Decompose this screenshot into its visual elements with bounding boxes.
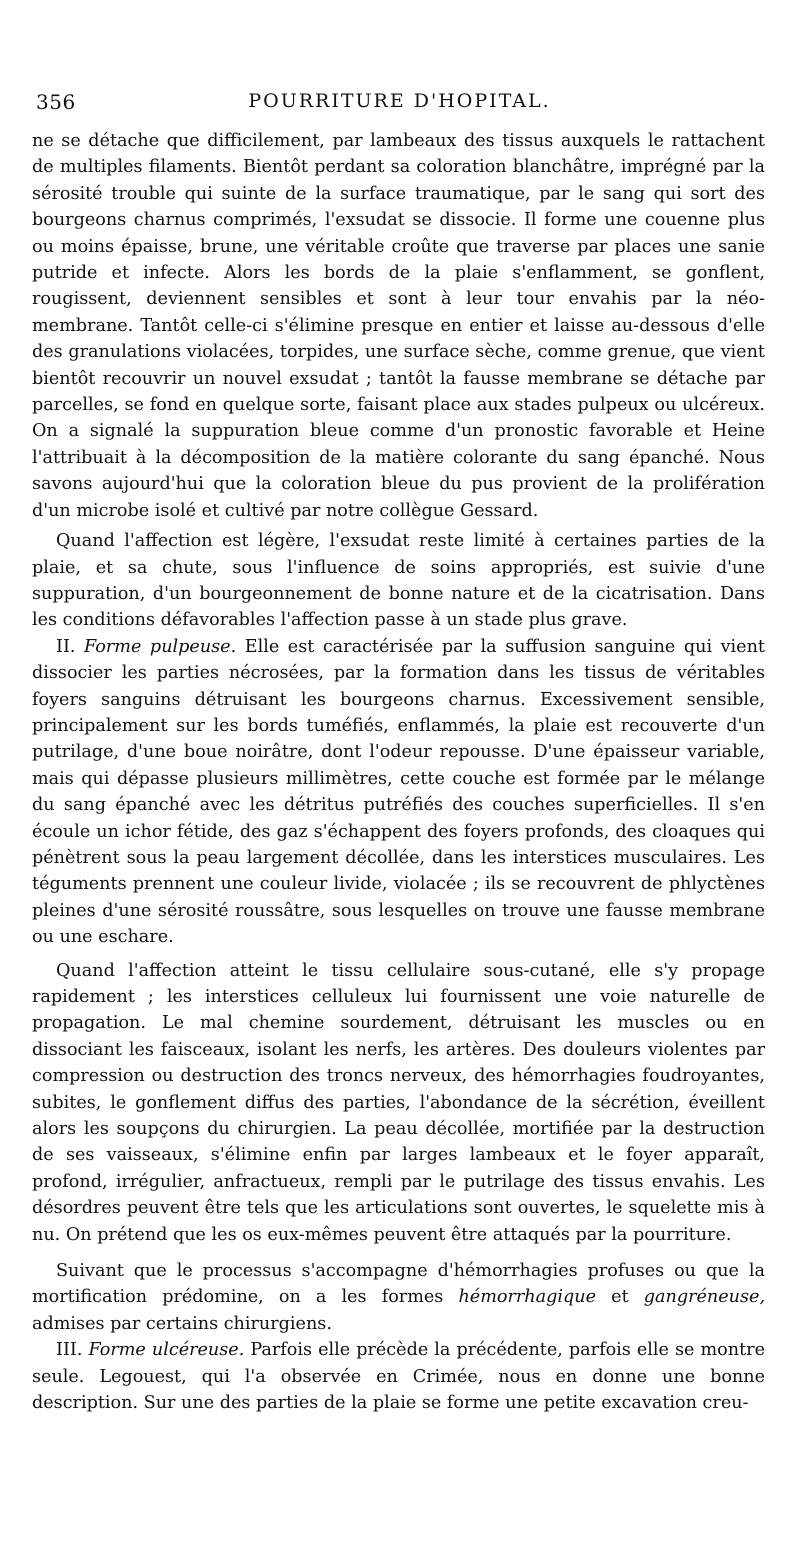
paragraph-text: Elle est caractérisée par la suffusion sanguine qui vient dissocier les parties nécrosées, par la formation dans les tissus de véritables foyers sanguins détruisant les bourgeons charnus. Excessivement sensible, principalement sur les bords tuméfiés, enflammés, la plaie est recouverte d'un putrilage, d'une boue noirâtre, dont l'odeur repousse. D'une épaisseur variable, mais qui dépasse plusieurs millimètres, cette couche est formée par le mélange du sang épanché avec les détritus putréfiés des couches superficielles. Il s'en écoule un ichor fétide, des gaz s'échappent des foyers profonds, des cloaques qui pénètrent sous la peau largement décollée, dans les interstices musculaires. Les téguments prennent une couleur livide, violacée ; ils se recouvrent de phlyctènes pleines d'une sérosité roussâtre, sous lesquelles on trouve une fausse membrane ou une eschare.	[32, 636, 765, 948]
paragraph-forme-pulpeuse	[32, 634, 765, 951]
paragraph-text: ne se détache que difficilement, par lambeaux des tissus auxquels le rattachent de multiples filaments. Bientôt perdant sa coloration blanchâtre, imprégné par la sérosité trouble qui suinte de la surface traumatique, par le sang qui sort des bourgeons charnus comprimés, l'exsudat se dissocie. Il forme une couenne plus ou moins épaisse, brune, une véritable croûte que traverse par places une sanie putride et infecte. Alors les bords de la plaie s'enflamment, se gonflent, rougissent, deviennent sensibles et sont à leur tour envahis par la néo-membrane. Tantôt celle-ci s'élimine presque en entier et laisse au-dessous d'elle des granulations violacées, torpides, une surface sèche, comme grenue, que vient bientôt recouvrir un nouvel exsudat ; tantôt la fausse membrane se détache par parcelles, se fond en quelque sorte, faisant place aux stades pulpeux ou ulcéreux. On a signalé la suppuration bleue comme d'un pronostic favorable et Heine l'attribuait à la décomposition de la matière colorante du sang épanché. Nous savons aujourd'hui que la coloration bleue du pus provient de la prolifération d'un microbe isolé et cultivé par notre collègue Gessard.	[32, 131, 765, 521]
body-text	[32, 128, 765, 1417]
paragraph-text: Quand l'affection atteint le tissu cellulaire sous-cutané, elle s'y propage rapidement ; les interstices celluleux lui fournissent une voie naturelle de propagation. Le mal chemine sourdement, détruisant les muscles ou en dissociant les faisceaux, isolant les nerfs, les artères. Des douleurs violentes par compression ou destruction des troncs nerveux, des hémorrhagies foudroyantes, subites, le gonflement diffus des parties, l'abondance de la sécrétion, éveillent alors les soupçons du chirurgien. La peau décollée, mortifiée par la destruction de ses vaisseaux, s'élimine enfin par larges lambeaux et le foyer apparaît, profond, irrégulier, anfractueux, rempli par le putrilage des tissus envahis. Les désordres peuvent être tels que les articulations sont ouvertes, le squelette mis à nu. On prétend que les os eux-mêmes peuvent être attaqués par la pourriture.	[32, 960, 765, 1245]
paragraph-forms	[32, 1258, 765, 1337]
paragraph-text: admises par certains chirurgiens.	[32, 1313, 332, 1334]
paragraph-mild-affection	[32, 528, 765, 634]
italic-term-hemorrhagique: hémorrhagique	[458, 1287, 597, 1308]
running-title: POURRITURE D'HOPITAL.	[248, 90, 551, 112]
paragraph-text: et	[611, 1287, 629, 1308]
section-heading: Forme ulcéreuse.	[88, 1340, 245, 1361]
section-heading: Forme pulpeuse.	[84, 636, 237, 657]
paragraph-continuation	[32, 128, 765, 524]
italic-term-gangreneuse: gangréneuse,	[643, 1287, 766, 1308]
section-number: III.	[56, 1340, 83, 1361]
page-number: 356	[36, 90, 76, 114]
paragraph-text: Parfois elle précède la précédente, parfois elle se montre seule. Legouest, qui l'a observée en Crimée, nous en donne une bonne description. Sur une des parties de la plaie se forme une petite excavation creu-	[32, 1340, 765, 1414]
paragraph-forme-ulcereuse	[32, 1337, 765, 1416]
paragraph-cellular-tissue	[32, 958, 765, 1248]
running-head	[32, 88, 767, 118]
paragraph-text: Suivant que le processus s'accompagne d'hémorrhagies profuses ou que la mortification prédomine, on a les formes	[32, 1261, 765, 1308]
paragraph-text: Quand l'affection est légère, l'exsudat reste limité à certaines parties de la plaie, et sa chute, sous l'influence de soins appropriés, est suivie d'une suppuration, d'un bourgeonnement de bonne nature et de la cicatrisation. Dans les conditions défavorables l'affection passe à un stade plus grave.	[32, 531, 765, 631]
section-number: II.	[56, 636, 76, 657]
